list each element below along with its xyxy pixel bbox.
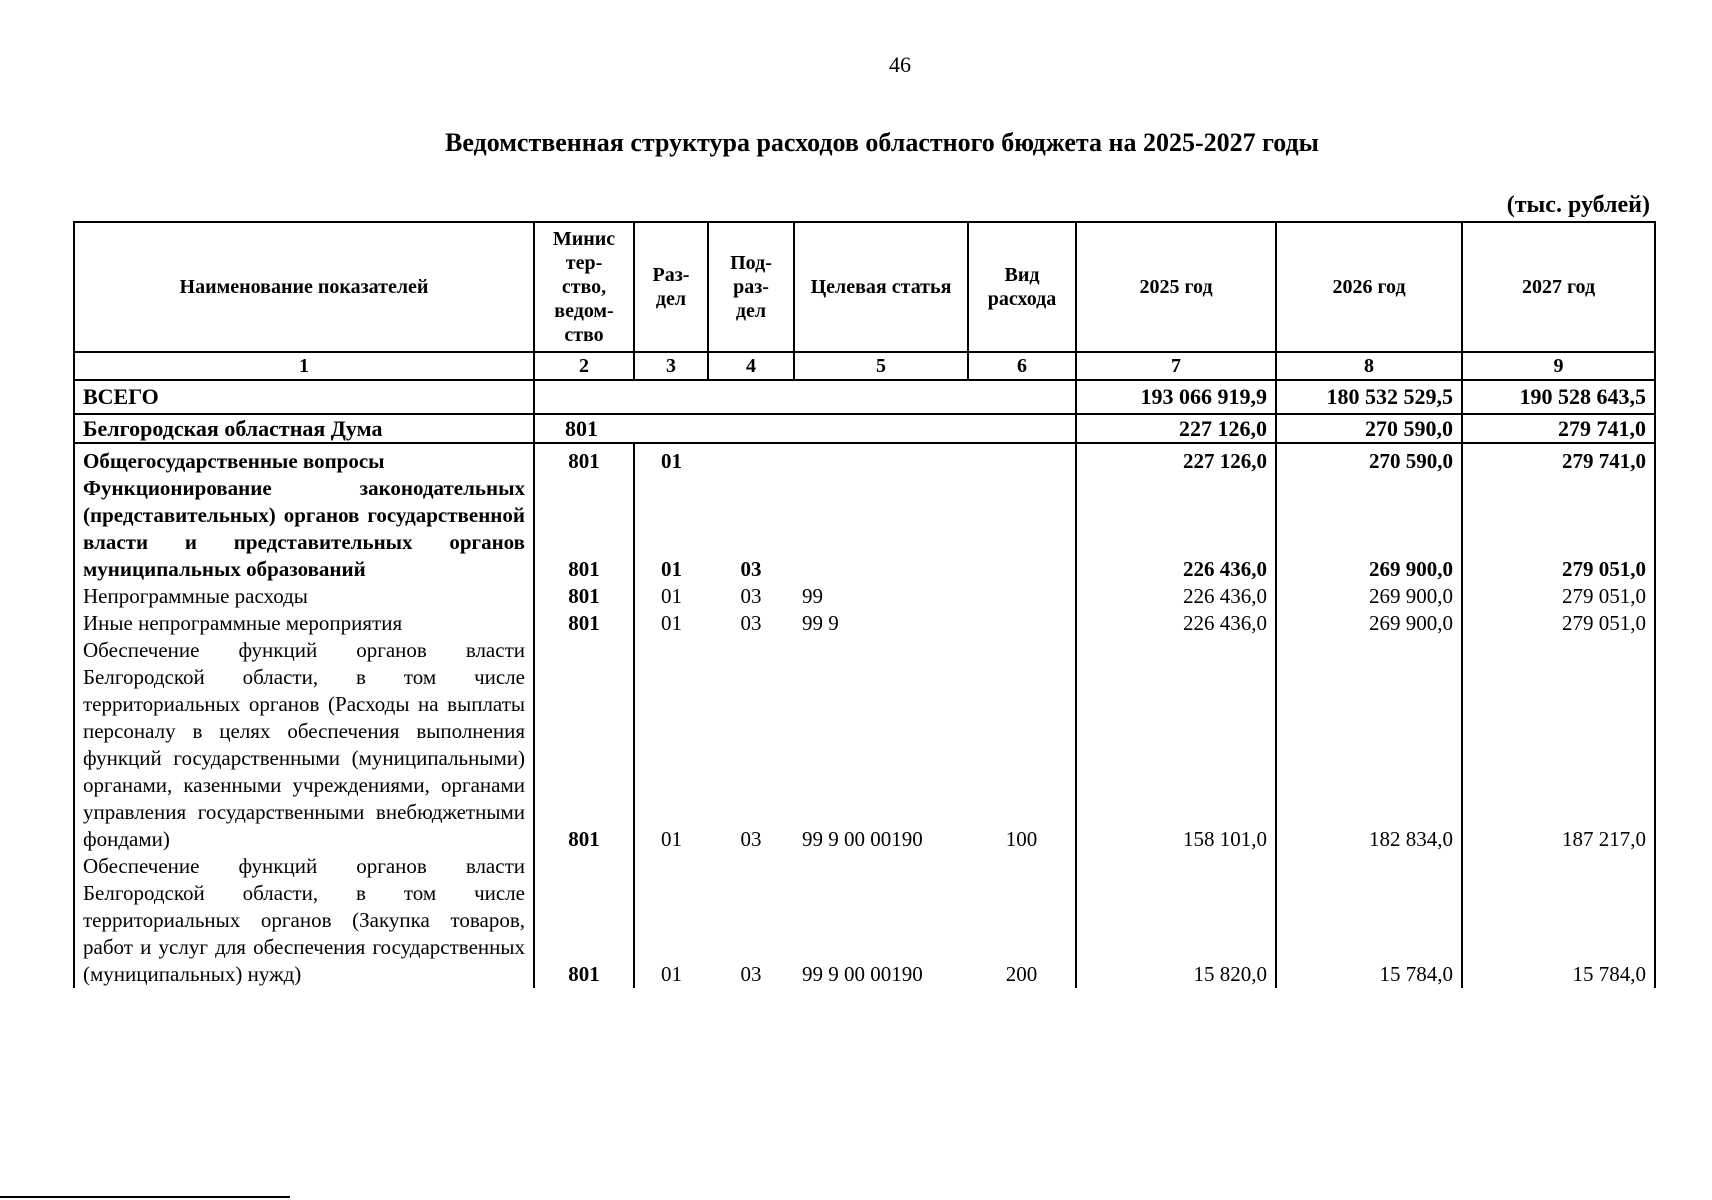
- header-ministry: Минис тер- ство, ведом- ство: [534, 222, 634, 352]
- document-title: Ведомственная структура расходов областного бюджета на 2025-2027 годы: [445, 128, 1319, 157]
- header-2025: 2025 год: [1076, 222, 1276, 352]
- row-target: 99 9 00 00190: [802, 962, 923, 986]
- row-2027: 279 051,0: [1462, 610, 1655, 637]
- budget-table: [73, 221, 1656, 988]
- total-2026: 180 532 529,5: [1276, 380, 1462, 414]
- table-row: [74, 475, 1655, 583]
- row-2025: 226 436,0: [1076, 583, 1276, 610]
- header-2027: 2027 год: [1462, 222, 1655, 352]
- row-name: Общегосударственные вопросы: [74, 443, 534, 475]
- col-number: 3: [634, 352, 708, 380]
- col-number: 9: [1462, 352, 1655, 380]
- department-row: [74, 414, 1655, 443]
- row-2027: 279 051,0: [1462, 583, 1655, 610]
- header-section: Раз- дел: [634, 222, 708, 352]
- row-2026: 269 900,0: [1276, 583, 1462, 610]
- row-2026: 269 900,0: [1276, 610, 1462, 637]
- row-target: [794, 443, 968, 475]
- row-ministry: 801: [534, 853, 634, 988]
- row-name: Непрограммные расходы: [74, 583, 534, 610]
- col-number: 4: [708, 352, 794, 380]
- dept-2025: 227 126,0: [1076, 414, 1276, 443]
- row-section: 01: [661, 611, 682, 635]
- row-name: Иные непрограммные мероприятия: [74, 610, 534, 637]
- row-expense-type: [968, 475, 1076, 583]
- row-2025: 158 101,0: [1076, 637, 1276, 853]
- row-2025: 15 820,0: [1076, 853, 1276, 988]
- row-2025: 227 126,0: [1076, 443, 1276, 475]
- header-subsection: Под- раз- дел: [708, 222, 794, 352]
- dept-name: Белгородская областная Дума: [74, 414, 534, 443]
- row-subsection: [708, 443, 794, 475]
- col-number: 5: [794, 352, 968, 380]
- row-ministry: 801: [534, 475, 634, 583]
- header-target: Целевая статья: [794, 222, 968, 352]
- footer-rule: [0, 1196, 290, 1198]
- total-2027: 190 528 643,5: [1462, 380, 1655, 414]
- row-ministry: 801: [534, 610, 634, 637]
- row-section: 01: [661, 449, 682, 473]
- row-section: 01: [661, 584, 682, 608]
- row-expense-type: [968, 443, 1076, 475]
- row-section: 01: [661, 557, 682, 581]
- row-target: [794, 475, 968, 583]
- total-name: ВСЕГО: [74, 380, 534, 414]
- row-section: 01: [661, 962, 682, 986]
- row-2027: 187 217,0: [1462, 637, 1655, 853]
- row-name: Обеспечение функций органов власти Белгородской области, в том числе территориальных органов (Расходы на выплаты персоналу в целях обеспечения выполнения функций государственными (муниципальными) органами, казенными учреждениями, органами управления государственными внебюджетными фондами): [74, 637, 534, 853]
- col-number: 2: [534, 352, 634, 380]
- row-2025: 226 436,0: [1076, 475, 1276, 583]
- dept-2027: 279 741,0: [1462, 414, 1655, 443]
- row-2026: 182 834,0: [1276, 637, 1462, 853]
- total-2025: 193 066 919,9: [1076, 380, 1276, 414]
- row-ministry: 801: [534, 637, 634, 853]
- row-expense-type: 200: [1005, 962, 1038, 986]
- row-subsection: 03: [740, 827, 762, 851]
- row-subsection: 03: [740, 611, 762, 635]
- col-number: 1: [74, 352, 534, 380]
- dept-2026: 270 590,0: [1276, 414, 1462, 443]
- row-target: 99 9: [802, 611, 839, 635]
- row-expense-type: [968, 583, 1076, 610]
- row-subsection: 03: [740, 584, 762, 608]
- row-ministry: 801: [534, 443, 634, 475]
- row-name: Функционирование законодательных (представительных) органов государственной власти и представительных органов муниципальных образований: [74, 475, 534, 583]
- total-row: [74, 380, 1655, 414]
- row-2027: 15 784,0: [1462, 853, 1655, 988]
- row-2026: 269 900,0: [1276, 475, 1462, 583]
- row-expense-type: [968, 610, 1076, 637]
- row-target: 99 9 00 00190: [802, 827, 923, 851]
- row-ministry: 801: [534, 583, 634, 610]
- row-2027: 279 051,0: [1462, 475, 1655, 583]
- table-row: [74, 610, 1655, 637]
- row-target: 99: [802, 584, 823, 608]
- col-number: 6: [968, 352, 1076, 380]
- col-number: 8: [1276, 352, 1462, 380]
- col-number: 7: [1076, 352, 1276, 380]
- header-2026: 2026 год: [1276, 222, 1462, 352]
- row-2026: 15 784,0: [1276, 853, 1462, 988]
- dept-ministry: 801: [534, 414, 1076, 443]
- row-section: 01: [661, 827, 682, 851]
- row-subsection: 03: [740, 557, 762, 581]
- table-row: [74, 443, 1655, 475]
- page-number: 46: [889, 52, 911, 77]
- row-2027: 279 741,0: [1462, 443, 1655, 475]
- row-name: Обеспечение функций органов власти Белгородской области, в том числе территориальных органов (Закупка товаров, работ и услуг для обеспечения государственных (муниципальных) нужд): [74, 853, 534, 988]
- header-expense-type: Вид расхода: [968, 222, 1076, 352]
- row-2026: 270 590,0: [1276, 443, 1462, 475]
- table-row: [74, 853, 1655, 988]
- table-row: [74, 637, 1655, 853]
- table-row: [74, 583, 1655, 610]
- row-subsection: 03: [740, 962, 762, 986]
- row-expense-type: 100: [1005, 827, 1038, 851]
- row-2025: 226 436,0: [1076, 610, 1276, 637]
- total-empty: [534, 380, 1076, 414]
- units-label: (тыс. рублей): [1506, 192, 1650, 218]
- header-name: Наименование показателей: [74, 222, 534, 352]
